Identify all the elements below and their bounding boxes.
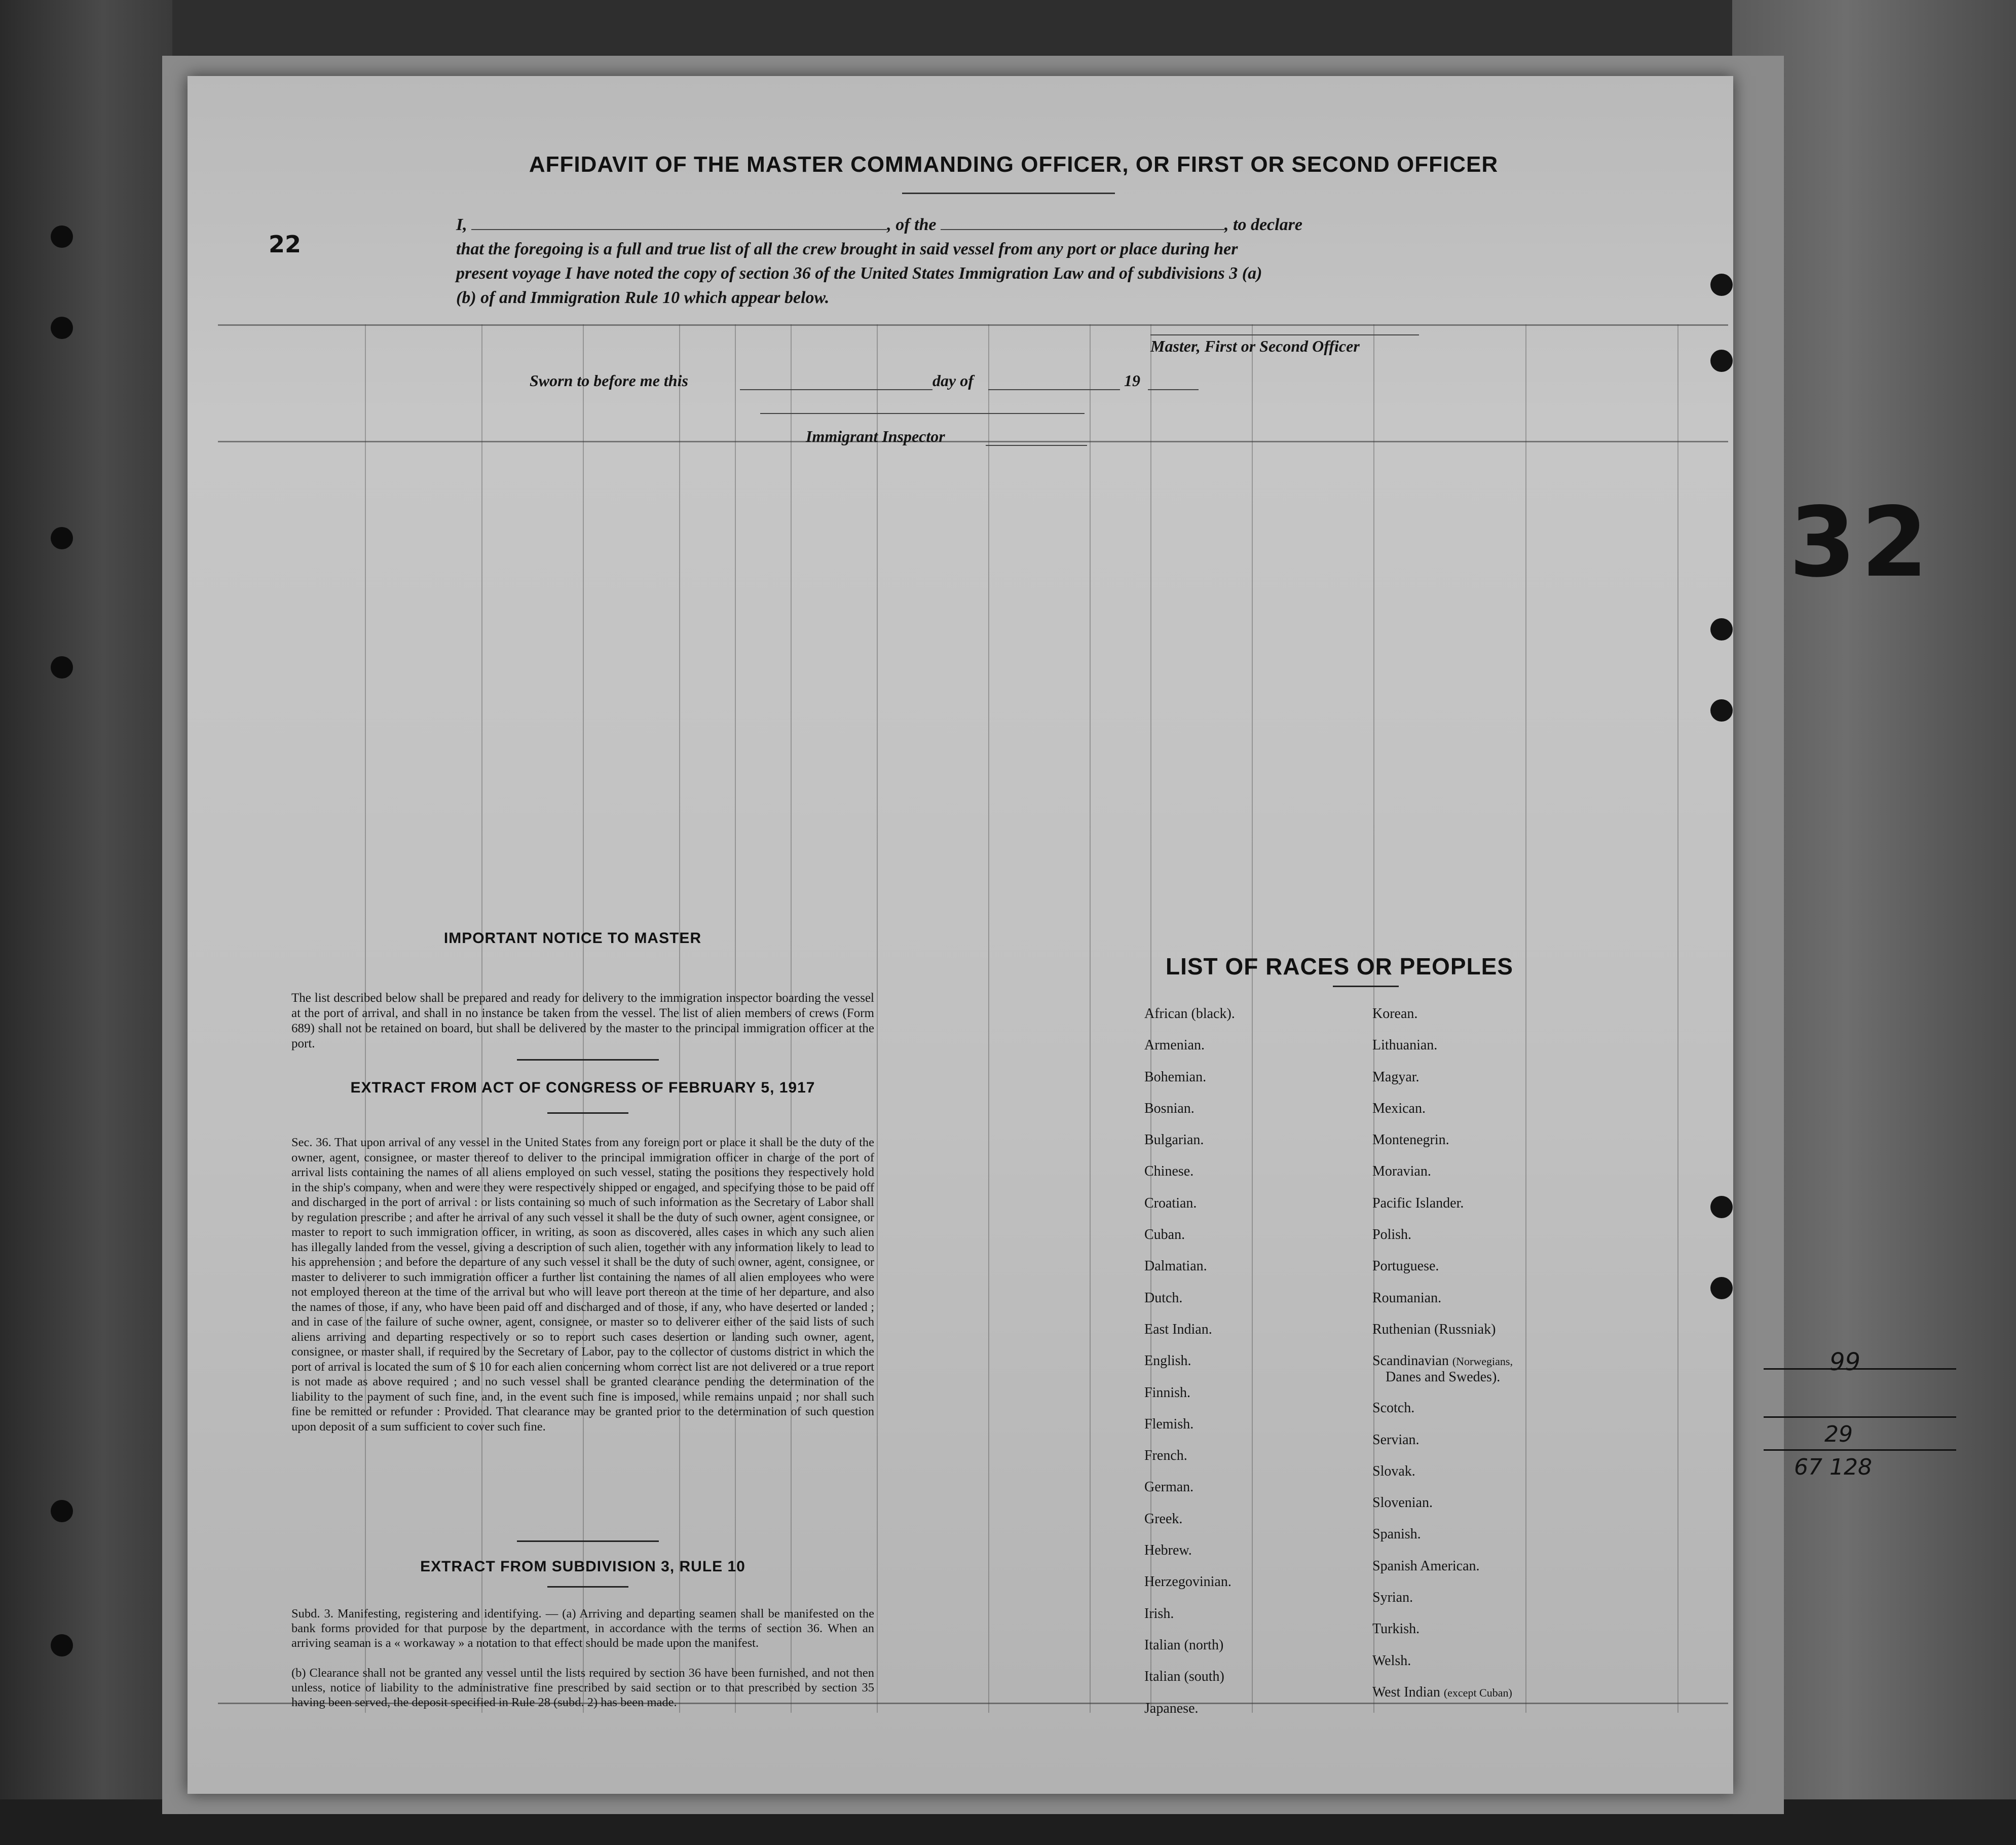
extract-act-text: Sec. 36. That upon arrival of any vessel in the United States from any foreign port or place it shall be the duty of the owner, agent, consignee, or master thereof to deliver to the principal immigration officer in charge of the port of arrival lists containing the names of all aliens employed on such vessel, stating the positions they respectively hold in the ship's company, when and were they were respectively shipped or engaged, and specifying those to be paid off and discharged in the port of arrival : or lists containing so much of such information as the Secretary of Labor shall by regulation prescribe ; and after he arrival of any such vessel it shall be the duty of such owner, agent consignee, or master to report to such immigration officer, in writing, as soon as discovered, alles cases in which any such alien has illegally landed from the vessel, giving a description of such alien, together with any information likely to lead to his apprehension ; and before the departure of any such vessel it shall be the duty of such owner, agent, consignee, or master to deliverer to such immigration officer a further list containing the names of all alien employees who were not employed thereon at the time of the arrival but who will leave port thereon at the time of her departure, and also the names of those, if any, who have been paid off and discharged and of those, if any, who have deserted or landed ; and in case of the failure of suche owner, agent, consignee, or master so to deliverer either of the said lists of such aliens arriving and departing respectively or so to report such cases desertion or landing such owner, agent, consignee, or master shall, if required by the Secretary of Labor, pay to the collector of customs district in which the port of arrival is located the sum of $ 10 for each alien concerning whom correct list are not delivered or a true report is not made as above required ; and no such vessel shall be granted clearance pending the determination of the liability to the payment of such fine, and, in the event such fine is imposed, while remains unpaid ; nor shall such fine be remitted or refunder : Provided. That clearance may be granted prior to the determination of such question upon deposit of a sum sufficient to cover such fine. (291, 1136, 874, 1434)
race-item: Bulgarian. (1144, 1132, 1204, 1148)
affidavit-text (456, 213, 1429, 310)
binder-hole-icon (1710, 274, 1733, 296)
handwritten-corner-mark: 22 (269, 231, 302, 258)
year-label: 19 (1124, 371, 1140, 390)
race-item: Armenian. (1144, 1037, 1205, 1053)
race-item: Spanish American. (1372, 1558, 1480, 1574)
year-line (1148, 389, 1199, 390)
race-item: Italian (south) (1144, 1669, 1224, 1685)
handwritten-page-number: 32 (1789, 486, 1933, 598)
extract-rule-text-b: (b) Clearance shall not be granted any vessel until the lists required by section 36 have been furnished, and not then unless, notice of liability to the administrative fine prescribed by said section or to that prescribed by section 35 having been served, the deposit specified in Rule 28 (subd. 2) has been made. (291, 1666, 874, 1709)
race-item: Cuban. (1144, 1227, 1185, 1243)
inspector-signature-line (760, 413, 1085, 414)
race-item: Welsh. (1372, 1652, 1411, 1669)
rule-divider-bottom (547, 1586, 628, 1588)
notice-heading: IMPORTANT NOTICE TO MASTER (443, 930, 702, 947)
binder-hole-icon (51, 225, 73, 248)
race-item: Roumanian. (1372, 1290, 1442, 1306)
tally-rule (1764, 1449, 1956, 1451)
immigrant-inspector-label: Immigrant Inspector (806, 427, 945, 445)
race-item: Lithuanian. (1372, 1037, 1438, 1053)
race-item: Scotch. (1372, 1400, 1415, 1416)
race-item: French. (1144, 1448, 1187, 1464)
race-item: Finnish. (1144, 1384, 1191, 1401)
race-item: German. (1144, 1479, 1194, 1495)
races-left-column (1144, 1006, 1235, 1732)
affidavit-line-2: that the foregoing is a full and true list of all the crew brought in said vessel from any port or place during her (456, 240, 1238, 258)
race-item: Mexican. (1372, 1100, 1426, 1116)
race-item: Spanish. (1372, 1526, 1421, 1542)
sworn-day-line (740, 389, 932, 390)
race-item: English. (1144, 1353, 1191, 1369)
race-item: Italian (north) (1144, 1637, 1224, 1653)
inspector-line-tail (986, 445, 1087, 446)
extract-act-heading: EXTRACT FROM ACT OF CONGRESS OF FEBRUARY 5, 1917 (350, 1079, 815, 1096)
race-item: Japanese. (1144, 1700, 1199, 1716)
binder-hole-icon (51, 656, 73, 679)
affidavit-line-1: I, , of the , to declare (456, 215, 1302, 234)
affidavit-title: AFFIDAVIT OF THE MASTER COMMANDING OFFICER, OR FIRST OR SECOND OFFICER (529, 152, 1499, 177)
race-item: Ruthenian (Russniak) (1372, 1321, 1496, 1337)
race-item: Herzegovinian. (1144, 1574, 1231, 1590)
sworn-month-line (988, 389, 1120, 390)
race-item: Magyar. (1372, 1069, 1420, 1085)
race-item: Dalmatian. (1144, 1258, 1207, 1274)
race-item: Flemish. (1144, 1416, 1194, 1432)
race-item: Korean. (1372, 1006, 1418, 1022)
race-item: Montenegrin. (1372, 1132, 1449, 1148)
binder-hole-icon (51, 1500, 73, 1522)
handwritten-tally-1: 99 (1830, 1348, 1861, 1376)
master-officer-label: Master, First or Second Officer (1150, 337, 1360, 355)
handwritten-tally-3: 67 128 (1794, 1454, 1872, 1480)
race-item: Dutch. (1144, 1290, 1183, 1306)
notice-divider (517, 1059, 659, 1061)
race-item: Slovenian. (1372, 1495, 1433, 1511)
extract-rule-text-a: Subd. 3. Manifesting, registering and identifying. — (a) Arriving and departing seamen shall be manifested on the bank forms provided for that purpose by the department, in accordance with the terms of section 36. When an arriving seaman is a « workaway » a notation to that effect should be made upon the manifest. (291, 1607, 874, 1650)
race-item: East Indian. (1144, 1321, 1212, 1337)
race-item: Bosnian. (1144, 1100, 1194, 1116)
race-item: Portuguese. (1372, 1258, 1439, 1274)
extract-rule-heading: EXTRACT FROM SUBDIVISION 3, RULE 10 (420, 1558, 745, 1575)
race-item: Greek. (1144, 1511, 1183, 1527)
race-item: Polish. (1372, 1227, 1412, 1243)
race-item: African (black). (1144, 1006, 1235, 1022)
race-item: Irish. (1144, 1605, 1174, 1622)
race-item: Turkish. (1372, 1621, 1420, 1637)
affidavit-line-4: (b) of and Immigration Rule 10 which appear below. (456, 288, 830, 307)
tally-rule (1764, 1416, 1956, 1418)
race-item: Servian. (1372, 1432, 1420, 1448)
notice-text: The list described below shall be prepared and ready for delivery to the immigration inspector boarding the vessel at the port of arrival, and shall in no instance be taken from the vessel. The list of alien members of crews (Form 689) shall not be retained on board, but shall be delivered by the master to the principal immigration officer at the port. (291, 991, 874, 1050)
race-item: Scandinavian (Norwegians, Danes and Swedes). (1372, 1353, 1513, 1385)
scan-background-left (0, 0, 172, 1845)
rule-divider-top (517, 1540, 659, 1542)
binder-hole-icon (51, 527, 73, 549)
race-item: Bohemian. (1144, 1069, 1207, 1085)
handwritten-tally-2: 29 (1824, 1421, 1853, 1447)
race-item: Croatian. (1144, 1195, 1197, 1211)
race-item: Pacific Islander. (1372, 1195, 1464, 1211)
master-signature-line (1150, 334, 1419, 335)
races-right-column (1372, 1006, 1513, 1716)
affidavit-line-3: present voyage I have noted the copy of section 36 of the United States Immigration Law and of subdivisions 3 (a) (456, 264, 1262, 283)
day-of-label: day of (932, 371, 974, 390)
binder-hole-icon (51, 317, 73, 339)
race-item: Slovak. (1372, 1463, 1415, 1479)
races-heading: LIST OF RACES OR PEOPLES (1166, 953, 1513, 980)
title-underline (902, 193, 1115, 194)
sworn-label: Sworn to before me this (530, 371, 688, 390)
race-item: Hebrew. (1144, 1542, 1192, 1559)
race-item: Chinese. (1144, 1163, 1194, 1180)
race-item: Syrian. (1372, 1590, 1413, 1606)
races-heading-rule (1333, 986, 1399, 987)
race-item: West Indian (except Cuban) (1372, 1684, 1512, 1700)
extract-act-divider (547, 1112, 628, 1114)
race-item: Moravian. (1372, 1163, 1431, 1180)
binder-hole-icon (51, 1634, 73, 1656)
